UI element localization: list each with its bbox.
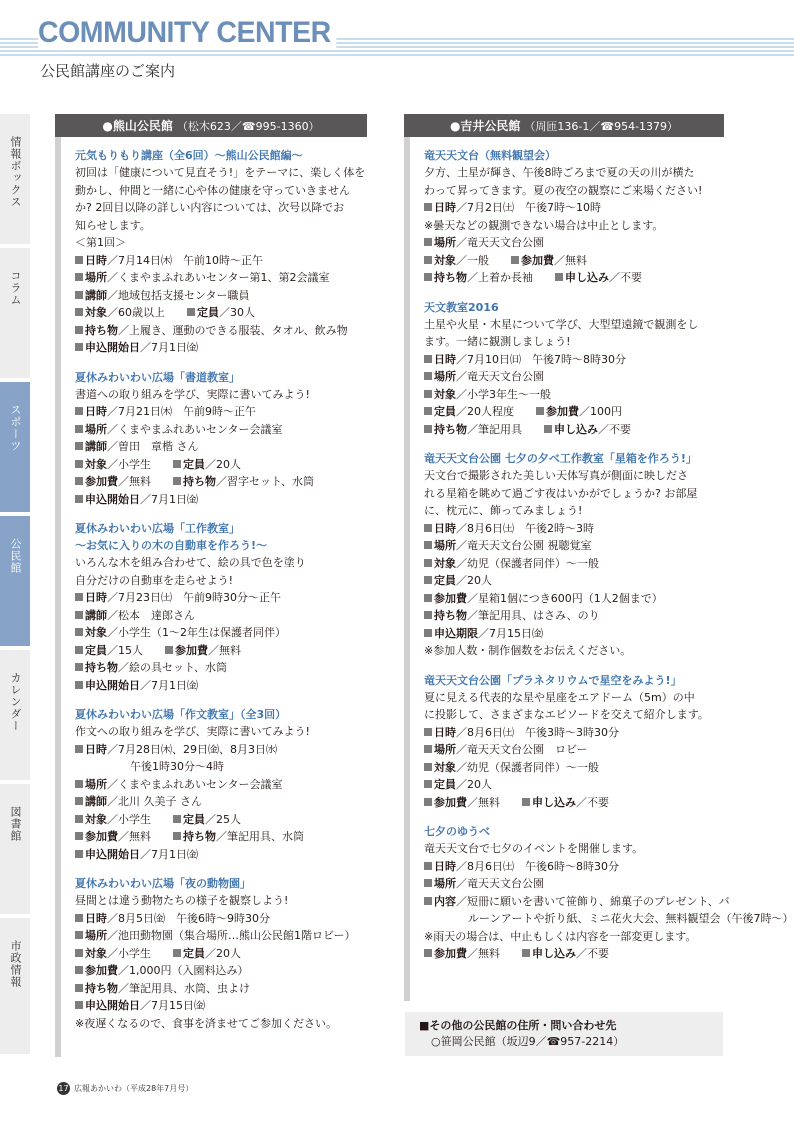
course-title: 天文教室2016: [424, 300, 499, 314]
detail-line: 場所／池田動物園（集合場所…熊山公民館1階ロビー）: [75, 927, 367, 945]
detail-line: 初回は「健康について見直そう!」をテーマに、楽しく体を: [75, 166, 366, 179]
detail-line: 申込開始日／7月15日㈮: [75, 997, 367, 1015]
bullet-square-icon: [424, 611, 432, 619]
bullet-square-icon: [75, 832, 83, 840]
detail-line: 日時／7月2日㈯ 午後7時～10時: [424, 199, 724, 217]
bullet-square-icon: [75, 343, 83, 351]
bullet-square-icon: [75, 628, 83, 636]
course-item: [75, 706, 367, 863]
page-title: COMMUNITY CENTER: [38, 16, 336, 50]
bullet-square-icon: [75, 407, 83, 415]
detail-line: 夕方、土星が輝き、午後8時ごろまで夏の天の川が横た: [424, 166, 695, 179]
course-item: [75, 147, 367, 357]
bullet-square-icon: [75, 797, 83, 805]
bullet-square-icon: [75, 681, 83, 689]
detail-line: 対象／小学生 定員／20人: [75, 945, 367, 963]
side-tab-library[interactable]: 図書館: [0, 782, 30, 916]
detail-line: ＜第1回＞: [75, 236, 126, 249]
detail-line: 申込開始日／7月1日㈮: [75, 846, 367, 864]
detail-line: 対象／幼児（保護者同伴）～一般: [424, 759, 724, 777]
detail-line: 参加費／星箱1個につき600円（1人2個まで）: [424, 590, 724, 608]
detail-line: 申込開始日／7月1日㈮: [75, 339, 367, 357]
bullet-square-icon: [424, 425, 432, 433]
course-title: 夏休みわいわい広場「夜の動物園」: [75, 877, 251, 890]
bullet-square-icon: [173, 477, 181, 485]
bullet-square-icon: [173, 832, 181, 840]
bullet-square-icon: [424, 524, 432, 532]
detail-line: わって昇ってきます。夏の夜空の観察にご来場ください!: [424, 183, 703, 197]
bullet-square-icon: [173, 460, 181, 468]
course-title: 竜天天文台（無料観望会）: [424, 149, 556, 162]
detail-line: 申込期限／7月15日㈮: [424, 625, 724, 643]
bullet-square-icon: [424, 559, 432, 567]
bullet-square-icon: [424, 541, 432, 549]
detail-line: 午後1時30分～4時: [75, 760, 224, 773]
bullet-square-icon: [75, 460, 83, 468]
course-title: 七夕のゆうべ: [424, 825, 490, 838]
bullet-square-icon: [424, 273, 432, 281]
course-title: 夏休みわいわい広場「作文教室」（全3回）: [75, 708, 287, 721]
detail-line: 日時／7月23日㈯ 午前9時30分～正午: [75, 589, 367, 607]
detail-line: 場所／くまやまふれあいセンター会議室: [75, 776, 367, 794]
publication-name: 広報あかいわ（平成28年7月号）: [74, 1084, 194, 1093]
detail-line: 日時／8月6日㈯ 午後6時～8時30分: [424, 858, 724, 876]
detail-line: 申込開始日／7月1日㈮: [75, 677, 367, 695]
detail-line: 場所／竜天天文台公園: [424, 234, 724, 252]
bullet-square-icon: [75, 593, 83, 601]
detail-line: 土星や火星・木星について学び、大型望遠鏡で観測をし: [424, 317, 699, 331]
bullet-square-icon: [75, 646, 83, 654]
yoshii-items: [404, 137, 794, 963]
detail-line: 持ち物／上履き、運動のできる服装、タオル、飲み物: [75, 322, 367, 340]
detail-line: 講師／北川 久美子 さん: [75, 793, 367, 811]
bullet-square-icon: [424, 728, 432, 736]
bullet-square-icon: [75, 914, 83, 922]
detail-line: れる星箱を眺めて過ごす夜はいかがでしょうか? お部屋: [424, 486, 698, 500]
bullet-square-icon: [187, 308, 195, 316]
course-item: [424, 823, 794, 963]
detail-line: 夏に見える代表的な星や星座をエアドーム（5m）の中: [424, 690, 695, 704]
bullet-square-icon: [75, 326, 83, 334]
detail-line: 参加費／無料 申し込み／不要: [424, 945, 724, 963]
course-item: [75, 520, 367, 694]
bullet-square-icon: [424, 949, 432, 957]
detail-line: 講師／地域包括支援センター職員: [75, 287, 367, 305]
bullet-square-icon: [165, 646, 173, 654]
bullet-square-icon: [75, 308, 83, 316]
detail-line: 知らせします。: [75, 218, 151, 232]
other-centers-inquiry: [405, 1012, 723, 1056]
bullet-square-icon: [424, 203, 432, 211]
bullet-square-icon: [75, 611, 83, 619]
detail-line: 日時／7月21日㈭ 午前9時～正午: [75, 403, 367, 421]
bullet-square-icon: [173, 949, 181, 957]
inquiry-line: ○笹岡公民館（坂辺9／☎957-2214）: [431, 1035, 625, 1048]
course-title: 竜天天文台公園 七夕の夕べ工作教室「星箱を作ろう!」: [424, 452, 697, 465]
detail-line: 作文への取り組みを学び、実際に書いてみよう!: [75, 725, 310, 738]
detail-line: 参加費／無料 申し込み／不要: [424, 794, 724, 812]
page-number: 17: [58, 1084, 69, 1093]
detail-line: 定員／15人 参加費／無料: [75, 642, 367, 660]
detail-line: 日時／8月6日㈯ 午後3時～3時30分: [424, 724, 724, 742]
course-item: [75, 369, 367, 509]
bullet-square-icon: [424, 780, 432, 788]
course-title: 竜天天文台公園「プラネタリウムで星空をみよう!」: [424, 673, 682, 687]
bullet-square-icon: [75, 273, 83, 281]
detail-line: 対象／小学生（1～2年生は保護者同伴）: [75, 624, 367, 642]
bullet-square-icon: [424, 763, 432, 771]
detail-line: 対象／小学生 定員／25人: [75, 811, 367, 829]
detail-line: 定員／20人程度 参加費／100円: [424, 403, 724, 421]
course-item: [424, 299, 724, 439]
bullet-square-icon: [75, 495, 83, 503]
detail-line: 日時／7月14日㈭ 午前10時～正午: [75, 252, 367, 270]
bullet-square-icon: [75, 984, 83, 992]
detail-line: いろんな木を組み合わせて、絵の具で色を塗り: [75, 556, 306, 569]
detail-line: ※雨天の場合は、中止もしくは内容を一部変更します。: [424, 929, 697, 943]
side-tab-sports[interactable]: スポーツ: [0, 380, 30, 514]
detail-line: 動かし、仲間と一緒に心や体の健康を守っていきません: [75, 183, 350, 197]
kumayama-items: [55, 137, 367, 1032]
bullet-square-icon: [75, 850, 83, 858]
course-item: [424, 450, 724, 660]
detail-line: か? 2回目以降の詳しい内容については、次号以降でお: [75, 201, 345, 214]
bullet-square-icon: [75, 663, 83, 671]
course-item: [424, 147, 724, 287]
detail-line: 書道への取り組みを学び、実際に書いてみよう!: [75, 387, 310, 401]
side-tab-info-box[interactable]: 情報ボックス: [0, 112, 30, 246]
kumayama-header: ●熊山公民館 （松木623／☎995-1360）: [55, 114, 367, 137]
bullet-square-icon: [424, 372, 432, 380]
yoshii-column: [404, 114, 794, 975]
bullet-square-icon: [424, 897, 432, 905]
bullet-square-icon: [424, 879, 432, 887]
bullet-square-icon: [424, 390, 432, 398]
bullet-square-icon: [522, 949, 530, 957]
bullet-square-icon: [522, 798, 530, 806]
detail-line: 場所／竜天天文台公園: [424, 368, 724, 386]
detail-line: 自分だけの自動車を走らせよう!: [75, 573, 234, 587]
side-tab-column[interactable]: コラム: [0, 246, 30, 380]
detail-line: 参加費／無料 持ち物／習字セット、水筒: [75, 473, 367, 491]
bullet-square-icon: [75, 966, 83, 974]
detail-line: 申込開始日／7月1日㈮: [75, 491, 367, 509]
bullet-square-icon: [75, 425, 83, 433]
detail-line: 持ち物／絵の具セット、水筒: [75, 659, 367, 677]
bullet-square-icon: [424, 745, 432, 753]
bullet-square-icon: [424, 407, 432, 415]
detail-line: 講師／松本 達郎さん: [75, 607, 367, 625]
detail-line: 日時／8月5日㈮ 午後6時～9時30分: [75, 910, 367, 928]
detail-line: 持ち物／筆記用具、水筒、虫よけ: [75, 980, 367, 998]
bullet-square-icon: [424, 629, 432, 637]
detail-line: 定員／20人: [424, 776, 724, 794]
page-footer: [57, 1082, 193, 1095]
side-tab-calendar[interactable]: カレンダー: [0, 648, 30, 782]
bullet-square-icon: [75, 780, 83, 788]
detail-line: 場所／竜天天文台公園 視聴覚室: [424, 537, 724, 555]
detail-line: 対象／小学生 定員／20人: [75, 456, 367, 474]
yoshii-header: ●吉井公民館 （周匝136-1／☎954-1379）: [404, 114, 724, 137]
detail-line: 持ち物／筆記用具、はさみ、のり: [424, 607, 724, 625]
detail-line: ます。一緒に観測しましょう!: [424, 335, 571, 348]
bullet-square-icon: [424, 798, 432, 806]
bullet-square-icon: [75, 815, 83, 823]
bullet-square-icon: [75, 745, 83, 753]
detail-line: 昼間とは違う動物たちの様子を観察しよう!: [75, 894, 289, 907]
detail-line: 対象／小学3年生～一般: [424, 386, 724, 404]
detail-line: 参加費／1,000円（入園料込み）: [75, 962, 367, 980]
detail-line: 定員／20人: [424, 572, 724, 590]
detail-line: 場所／竜天天文台公園 ロビー: [424, 741, 724, 759]
detail-line: 対象／一般 参加費／無料: [424, 252, 724, 270]
bullet-square-icon: [536, 407, 544, 415]
bullet-square-icon: [424, 256, 432, 264]
detail-line: 持ち物／筆記用具 申し込み／不要: [424, 421, 724, 439]
detail-line: 対象／60歳以上 定員／30人: [75, 304, 367, 322]
detail-line: 場所／竜天天文台公園: [424, 875, 724, 893]
detail-line: ※曇天などの観測できない場合は中止とします。: [424, 218, 664, 232]
bullet-square-icon: [75, 291, 83, 299]
detail-line: 場所／くまやまふれあいセンター会議室: [75, 421, 367, 439]
detail-line: に、枕元に、飾ってみましょう!: [424, 504, 583, 517]
bullet-square-icon: [75, 931, 83, 939]
detail-line: ルーンアートや折り紙、ミニ花火大会、無料観望会（午後7時～）: [424, 912, 794, 925]
page-subtitle: 公民館講座のご案内: [40, 62, 176, 80]
detail-line: 場所／くまやまふれあいセンター第1、第2会議室: [75, 269, 367, 287]
inquiry-title: ■その他の公民館の住所・問い合わせ先: [419, 1019, 617, 1032]
detail-line: ※夜遅くなるので、食事を済ませてご参加ください。: [75, 1016, 337, 1030]
detail-line: 持ち物／上着か長袖 申し込み／不要: [424, 269, 724, 287]
course-title: 夏休みわいわい広場「工作教室」: [75, 522, 240, 535]
detail-line: ※参加人数・制作個数をお伝えください。: [424, 644, 632, 657]
side-tab-community-center[interactable]: 公民館: [0, 514, 30, 648]
detail-line: 参加費／無料 持ち物／筆記用具、水筒: [75, 828, 367, 846]
bullet-square-icon: [75, 949, 83, 957]
bullet-square-icon: [424, 862, 432, 870]
bullet-square-icon: [75, 1001, 83, 1009]
bullet-square-icon: [173, 815, 181, 823]
kumayama-column: [55, 114, 367, 1044]
bullet-square-icon: [424, 238, 432, 246]
detail-line: 天文台で撮影された美しい天体写真が側面に映しださ: [424, 469, 688, 482]
bullet-square-icon: [75, 256, 83, 264]
bullet-square-icon: [544, 425, 552, 433]
bullet-square-icon: [75, 477, 83, 485]
course-title: 元気もりもり講座（全6回）～熊山公民館編～: [75, 149, 303, 162]
course-subtitle: ～お気に入りの木の自動車を作ろう!～: [75, 539, 268, 552]
bullet-square-icon: [424, 594, 432, 602]
bullet-square-icon: [555, 273, 563, 281]
course-item: [424, 672, 724, 812]
bullet-square-icon: [75, 442, 83, 450]
course-item: [75, 875, 367, 1032]
detail-line: 内容／短冊に願いを書いて笹飾り、綿菓子のプレゼント、バ: [424, 893, 724, 911]
bullet-square-icon: [511, 256, 519, 264]
detail-line: 日時／8月6日㈯ 午後2時～3時: [424, 520, 724, 538]
bullet-square-icon: [424, 576, 432, 584]
detail-line: 日時／7月28日㈭、29日㈮、8月3日㈬: [75, 741, 367, 759]
detail-line: 日時／7月10日㈰ 午後7時～8時30分: [424, 351, 724, 369]
detail-line: 講師／曽田 章楷 さん: [75, 438, 367, 456]
bullet-square-icon: [424, 355, 432, 363]
detail-line: 竜天天文台で七夕のイベントを開催します。: [424, 842, 644, 855]
detail-line: 対象／幼児（保護者同伴）～一般: [424, 555, 724, 573]
side-tab-city-info[interactable]: 市政情報: [0, 916, 30, 1056]
course-title: 夏休みわいわい広場「書道教室」: [75, 370, 240, 384]
detail-line: に投影して、さまざまなエピソードを交えて紹介します。: [424, 708, 709, 721]
